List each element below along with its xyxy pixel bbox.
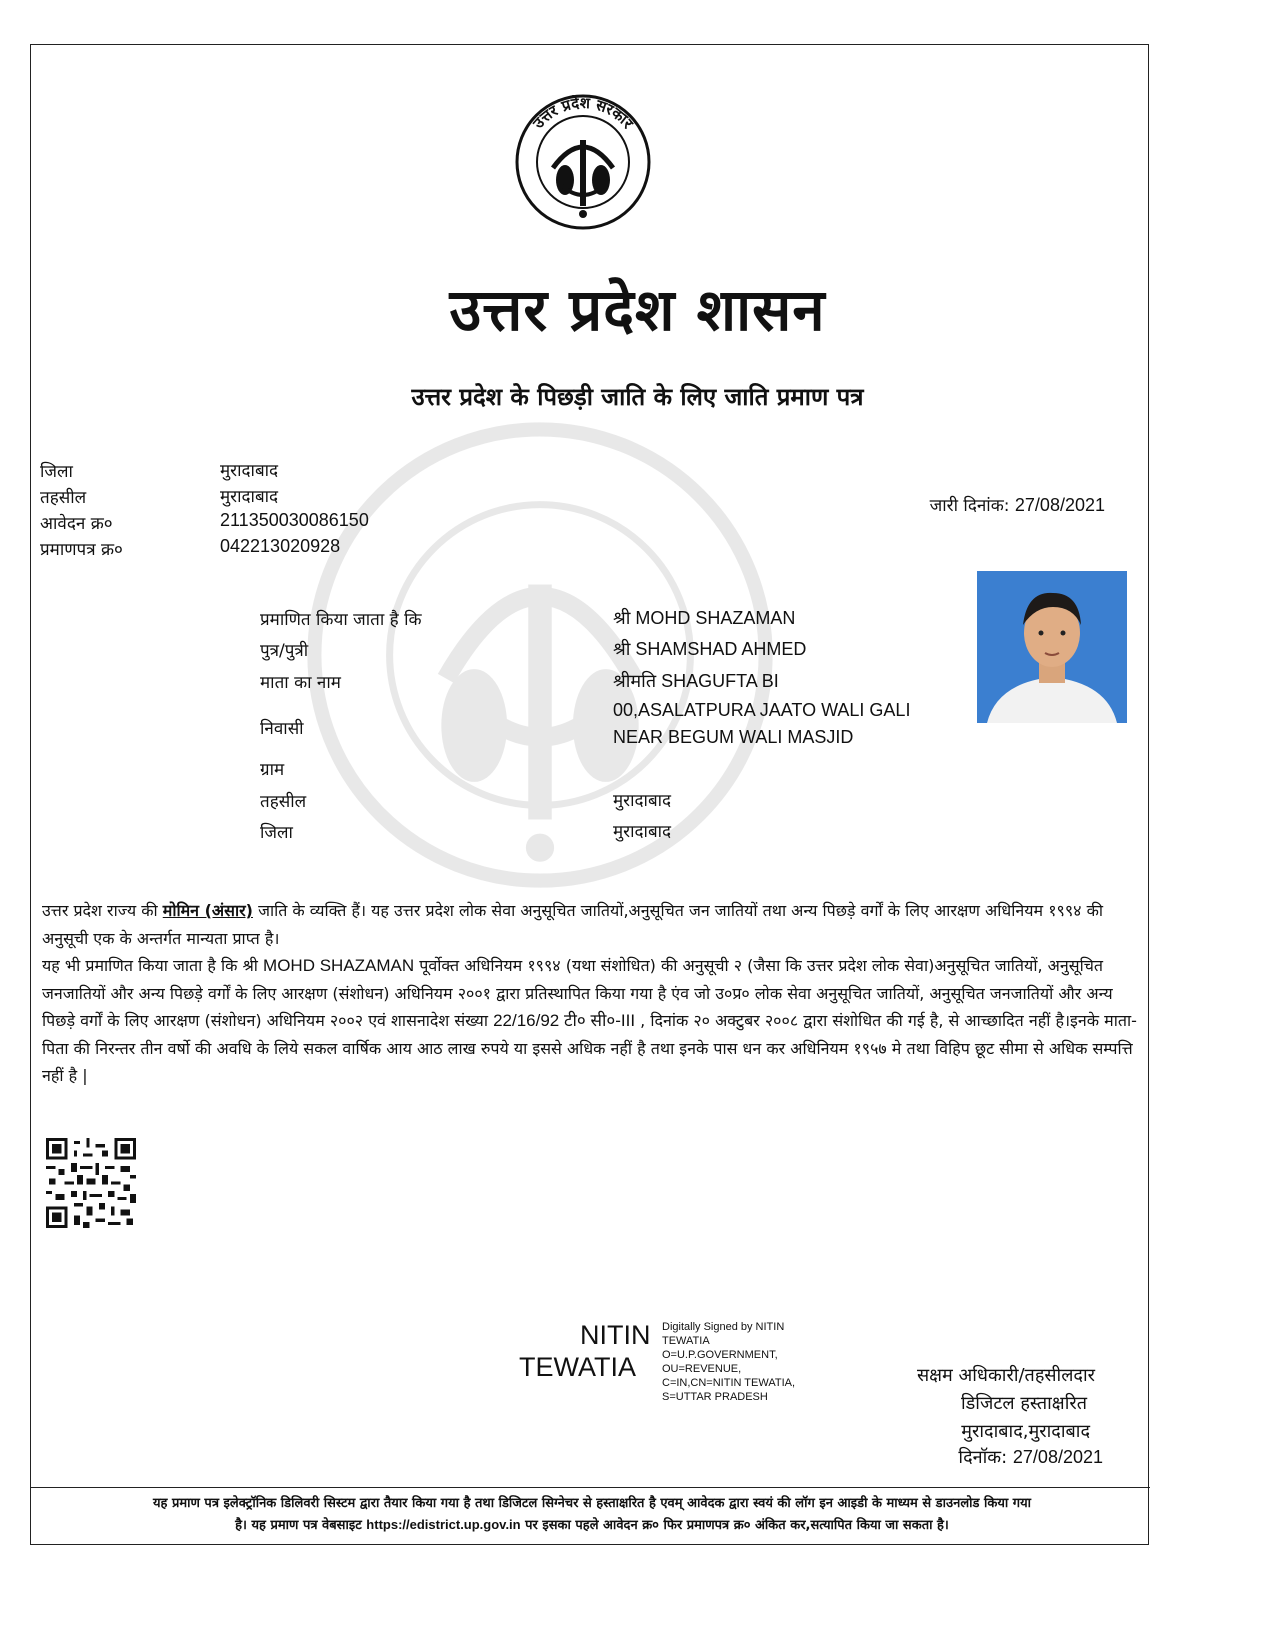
- svg-text:उत्तर प्रदेश सरकार: [529, 94, 638, 133]
- issue-date-label: जारी दिनांक:: [929, 496, 1010, 516]
- digital-signature-details: [662, 1320, 832, 1404]
- address-line-2: NEAR BEGUM WALI MASJID: [613, 727, 854, 747]
- footer-divider: [30, 1487, 1150, 1488]
- mother-name-label: माता का नाम: [260, 673, 341, 693]
- row-district-label: जिला: [260, 823, 293, 843]
- row-tehsil-label: तहसील: [260, 792, 307, 812]
- certified-label: प्रमाणित किया जाता है कि: [260, 610, 422, 630]
- sig-line-5: C=IN,CN=NITIN TEWATIA,: [662, 1377, 796, 1389]
- government-order-no: 22/16/92 टी० सी०-III: [493, 1011, 636, 1030]
- sig-line-3: O=U.P.GOVERNMENT,: [662, 1349, 778, 1361]
- footer-note: [42, 1493, 1142, 1536]
- signer-first-name: NITIN: [580, 1320, 651, 1350]
- officer-date-value: 27/08/2021: [1012, 1447, 1103, 1467]
- certificate-no-label: प्रमाणपत्र क्र०: [40, 540, 123, 560]
- application-no-value: 211350030086150: [220, 510, 369, 530]
- father-name: श्री SHAMSHAD AHMED: [613, 639, 807, 659]
- row-tehsil-value: मुरादाबाद: [613, 791, 672, 811]
- caste-text-start: उत्तर प्रदेश राज्य की: [42, 901, 163, 920]
- row-district-value: मुरादाबाद: [613, 822, 672, 842]
- footer-line-1: यह प्रमाण पत्र इलेक्ट्रॉनिक डिलिवरी सिस्टम द्वारा तैयार किया गया है तथा डिजिटल सिग्नेचर से हस्ताक्षरित है एवम् आवेदक द्वारा स्वयं की लॉग इन आइडी के माध्यम से डाउनलोड किया गया: [153, 1496, 1031, 1511]
- sig-line-4: OU=REVENUE,: [662, 1363, 742, 1375]
- tehsil-value: मुरादाबाद: [220, 487, 279, 507]
- issue-date-value: 27/08/2021: [1014, 495, 1105, 515]
- footer-line-2-end: पर इसका पहले आवेदन क्र० फिर प्रमाणपत्र क्र० अंकित कर,सत्यापित किया जा सकता है।: [520, 1518, 949, 1533]
- up-government-emblem: [507, 82, 659, 234]
- caste-paragraph: [42, 897, 1137, 952]
- cert-text-mid: पूर्वोक्त अधिनियम १९९४ (यथा संशोधित) की अनुसूची २ (जैसा कि उत्तर प्रदेश लोक सेवा)अनुसूचित जातियों, अनुसूचित जनजातियों और अन्य पिछड़े वर्गों के लिए आरक्षण (संशोधन) अधिनियम २००१ द्वारा प्रतिस्थापित किया गया है एंव जो उ०प्र० लोक सेवा अनुसूचित जातियों, अनुसूचित जनजातियों और अन्य पिछड़े वर्गों के लिए आरक्षण (संशोधन) अधिनियम २००२ एवं शासनादेश संख्या: [42, 956, 1113, 1030]
- application-no-label: आवेदन क्र०: [40, 514, 113, 534]
- district-value: मुरादाबाद: [220, 461, 279, 481]
- district-label: जिला: [40, 462, 73, 482]
- footer-line-2: [42, 1514, 1142, 1536]
- son-daughter-label: पुत्र/पुत्री: [260, 641, 309, 661]
- certificate-subtitle: उत्तर प्रदेश के पिछड़ी जाति के लिए जाति प्रमाण पत्र: [411, 383, 864, 411]
- officer-place: मुरादाबाद,मुरादाबाद: [961, 1421, 1090, 1442]
- cert-text-end: , दिनांक २० अक्टुबर २००८ द्वारा संशोधित की गई है, से आच्छादित नहीं है।इनके माता-पिता की निरन्तर तीन वर्षो की अवधि के लिये सकल वार्षिक आय आठ लाख रुपये या इससे अधिक नहीं है तथा इनके पास धन कर अधिनियम १९५७ मे तथा विहिप छूट सीमा से अधिक सम्पत्ति नहीं है |: [42, 1011, 1137, 1085]
- emblem-text: उत्तर प्रदेश सरकार: [529, 93, 637, 133]
- address-line-1: 00,ASALATPURA JAATO WALI GALI: [613, 700, 911, 720]
- footer-line-2-start: है। यह प्रमाण पत्र वेबसाइट: [235, 1518, 367, 1533]
- sig-line-1: Digitally Signed by NITIN: [662, 1321, 785, 1333]
- page-title: उत्तर प्रदेश शासन: [449, 276, 826, 344]
- officer-date-label: दिनॉक:: [958, 1447, 1008, 1468]
- caste-name: मोमिन (अंसार): [162, 901, 253, 920]
- resident-label: निवासी: [260, 719, 304, 739]
- digitally-signed-label: डिजिटल हस्ताक्षरित: [961, 1393, 1087, 1414]
- cert-applicant-name: MOHD SHAZAMAN: [263, 956, 415, 975]
- issue-date: [930, 493, 1105, 516]
- officer-date: [958, 1445, 1103, 1469]
- certificate-no-value: 042213020928: [220, 536, 341, 556]
- officer-designation: सक्षम अधिकारी/तहसीलदार: [916, 1365, 1095, 1386]
- sig-line-6: S=UTTAR PRADESH: [662, 1391, 768, 1403]
- certification-paragraph: [42, 952, 1137, 1090]
- applicant-photo: [977, 571, 1127, 723]
- tehsil-label: तहसील: [40, 488, 87, 508]
- applicant-name: श्री MOHD SHAZAMAN: [613, 608, 796, 628]
- verification-url[interactable]: https://edistrict.up.gov.in: [366, 1517, 521, 1532]
- qr-code: [46, 1138, 136, 1228]
- signer-last-name: TEWATIA: [519, 1352, 636, 1382]
- village-label: ग्राम: [260, 760, 285, 780]
- mother-name: श्रीमति SHAGUFTA BI: [613, 671, 779, 691]
- caste-text-end: जाति के व्यक्ति हैं। यह उत्तर प्रदेश लोक सेवा अनुसूचित जातियों,अनुसूचित जन जातियों तथा अन्य पिछड़े वर्गों के लिए आरक्षण अधिनियम १९९४ की अनुसूची एक के अन्तर्गत मान्यता प्राप्त है।: [42, 901, 1104, 948]
- cert-text-start: यह भी प्रमाणित किया जाता है कि श्री: [42, 956, 264, 975]
- sig-line-2: TEWATIA: [662, 1335, 710, 1347]
